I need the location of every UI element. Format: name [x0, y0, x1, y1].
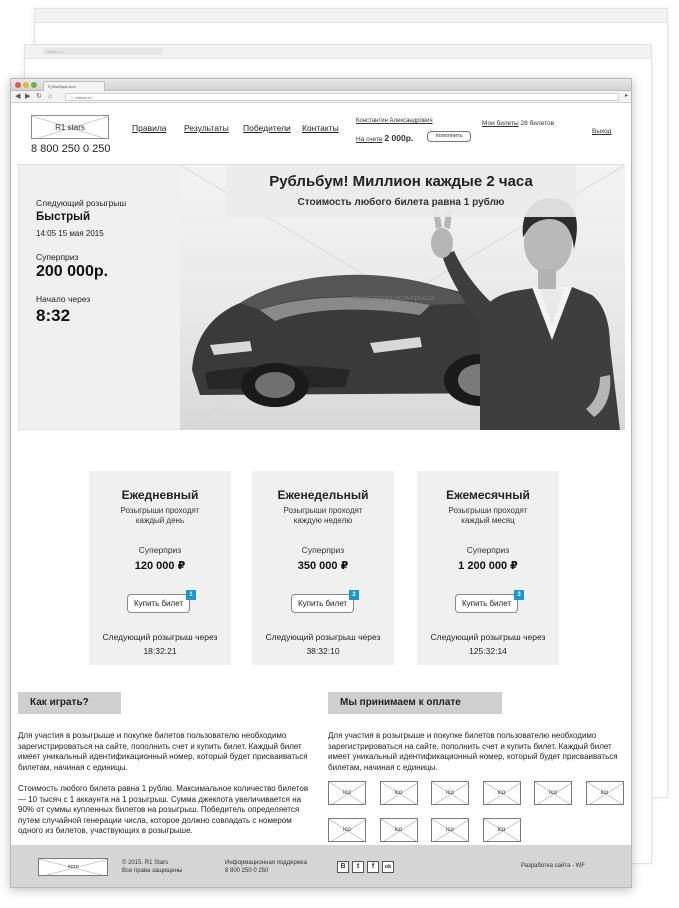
home-icon[interactable]: ⌂ — [48, 93, 53, 100]
footer-logo[interactable] — [38, 858, 108, 876]
next-draw-panel — [19, 165, 179, 429]
support-phone: 8 800 250 0 250 — [225, 868, 269, 874]
ticket-count-badge: 2 — [349, 590, 359, 600]
my-tickets — [482, 120, 554, 127]
card-prize: 1 200 000 ₽ — [458, 560, 518, 572]
payment-method-icon — [586, 781, 624, 805]
forward-arrow-icon[interactable]: ▶ — [25, 93, 31, 100]
ticket-count-badge: 3 — [514, 590, 524, 600]
payment-method-icon — [431, 818, 469, 842]
developer-credit: Разработка сайта - WF — [521, 863, 586, 869]
footer-support — [225, 859, 307, 875]
address-bar[interactable] — [65, 93, 619, 101]
payment-icon-label: ico — [446, 827, 454, 833]
lottery-card-monthly — [417, 471, 559, 665]
site-header — [18, 107, 624, 157]
next-draw-label: Следующий розыгрыш через — [430, 632, 546, 642]
superprize-value: 200 000р. — [36, 263, 109, 280]
lottery-card-daily — [89, 471, 231, 665]
card-description: Розыгрыши проходят каждую неделю — [283, 506, 363, 525]
nav-link-results[interactable]: Результаты — [184, 123, 229, 133]
payment-heading: Мы принимаем к оплате — [328, 692, 502, 714]
stream-label: трансляция розыгрыша — [352, 293, 435, 302]
payment-icon-label: ico — [497, 827, 506, 833]
next-draw-countdown: 125:32:14 — [469, 646, 507, 656]
browser-toolbar — [11, 91, 631, 103]
address-url: r1stars.ru — [74, 95, 92, 100]
reload-icon[interactable]: ↻ — [36, 93, 42, 100]
draw-datetime: 14:05 15 мая 2015 — [36, 229, 104, 238]
logo-text: R1 stars — [55, 123, 85, 132]
how-to-play-heading: Как играть? — [18, 692, 121, 714]
superprize-label: Суперприз — [36, 252, 79, 262]
lottery-card-weekly — [252, 471, 394, 665]
nav-link-rules[interactable]: Правила — [132, 123, 167, 133]
window-titlebar — [11, 79, 631, 91]
card-description: Розыгрыши проходят каждый месяц — [448, 506, 528, 525]
card-prize-label: Суперприз — [466, 545, 510, 555]
payment-icon-label: ico — [497, 790, 506, 796]
buy-ticket-button-daily[interactable]: Купить билет — [127, 594, 190, 613]
next-draw-countdown: 38:32:10 — [306, 646, 340, 656]
copyright-text: © 2015. R1 Stars — [122, 860, 169, 866]
site-logo[interactable] — [31, 115, 109, 139]
balance-value: 2 000р. — [384, 133, 414, 143]
background-address-bar: r1stars.ru — [43, 48, 163, 55]
footer-logo-text: лого — [67, 864, 79, 870]
header-phone: 8 800 250 0 250 — [31, 143, 111, 155]
minimize-window-button[interactable] — [23, 82, 29, 88]
payment-icon-label: ico — [600, 790, 609, 796]
logout-link[interactable]: Выход — [592, 128, 612, 135]
payment-icon-label: ico — [343, 827, 351, 833]
card-description: Розыгрыши проходят каждый день — [120, 506, 200, 525]
next-draw-label: Следующий розыгрыш через — [102, 632, 218, 642]
payment-paragraph: Для участия в розыгрыше и покупке билетов пользователю необходимо зарегистрироваться на сайте, пополнить счет и купить билет. Каждый билет имеет уникальный идентификационный номер, который будет присваиваться билетам, начиная с единицы. — [328, 731, 618, 772]
card-title: Ежемесячный — [446, 488, 530, 502]
hero-title-box — [226, 165, 576, 217]
payment-method-icon — [380, 818, 418, 842]
nav-link-winners[interactable]: Победители — [243, 123, 291, 133]
support-label: Информационная поддержка — [225, 860, 307, 866]
how-to-play-paragraph-1: Для участия в розыгрыше и покупке билетов пользователю необходимо зарегистрироваться на сайте, пополнить счет и купить билет. Каждый билет имеет уникальный идентификационный номер, который будет присваиваться билетам, начиная с единицы. — [18, 731, 308, 772]
payment-method-icon — [534, 781, 572, 805]
hero-title: Рубльбум! Миллион каждые 2 часа — [269, 173, 533, 190]
card-prize: 350 000 ₽ — [297, 560, 349, 572]
next-draw-label: Следующий розыгрыш — [36, 198, 127, 208]
account-balance — [356, 133, 413, 143]
rights-text: Все права защищены — [122, 868, 183, 874]
background-window-toolbar — [35, 9, 667, 23]
draw-name: Быстрый — [36, 211, 91, 223]
odnoklassniki-icon[interactable]: ok — [382, 861, 394, 873]
payment-icon-label: ico — [343, 790, 351, 796]
nav-link-contacts[interactable]: Контакты — [302, 123, 339, 133]
payment-method-icon — [431, 781, 469, 805]
how-to-play-paragraph-2: Стоимость любого билета равна 1 рублю. Максимальное количество билетов — 10 тысяч с 1 аккаунта на 1 розыгрыш. Сумма джекпота увеличивается на 90% от суммы купленных билетов на розыгрыш. Победитель определяется путем случайной генерации числа, которое должно совпадать с номером одного из билетов, участвующих в розыгрыше. — [18, 784, 309, 835]
start-label: Начало через — [36, 294, 91, 304]
card-prize: 120 000 ₽ — [134, 560, 186, 572]
payment-method-icon — [328, 781, 366, 805]
user-name-link[interactable]: Константин Александрович — [356, 118, 433, 124]
next-draw-countdown: 18:32:21 — [143, 646, 177, 656]
next-draw-label: Следующий розыгрыш через — [265, 632, 381, 642]
my-tickets-link[interactable]: Мои билеты — [482, 120, 519, 127]
back-arrow-icon[interactable]: ◀ — [15, 93, 21, 100]
maximize-window-button[interactable] — [31, 82, 37, 88]
payment-method-icon — [483, 818, 521, 842]
payment-icon-label: ico — [394, 827, 403, 833]
footer-copyright — [122, 859, 182, 875]
card-prize-label: Суперприз — [138, 545, 182, 555]
hero-subtitle: Стоимость любого билета равна 1 рублю — [297, 197, 505, 208]
twitter-icon[interactable]: t — [352, 861, 364, 873]
buy-ticket-button-monthly[interactable]: Купить билет — [455, 594, 518, 613]
web-page — [11, 105, 631, 888]
my-tickets-count: 28 билетов — [520, 120, 555, 127]
draw-stream-video[interactable] — [180, 165, 625, 430]
payment-method-icon — [483, 781, 521, 805]
close-window-button[interactable] — [15, 82, 21, 88]
card-title: Ежедневный — [121, 488, 199, 502]
countdown-value: 8:32 — [36, 306, 71, 325]
card-prize-label: Суперприз — [301, 545, 345, 555]
card-title: Еженедельный — [277, 488, 369, 502]
payment-method-icon — [380, 781, 418, 805]
browser-window — [10, 78, 632, 888]
background-window-toolbar-2 — [25, 45, 651, 59]
buy-ticket-button-weekly[interactable]: Купить билет — [291, 594, 354, 613]
payment-icon-label: ico — [549, 790, 557, 796]
payment-icon-label: ico — [394, 790, 403, 796]
balance-label-link[interactable]: На счете — [356, 136, 383, 143]
facebook-icon[interactable]: f — [367, 861, 379, 873]
star-icon[interactable]: ☆ — [70, 95, 74, 100]
browser-tab[interactable]: Рубльбум!лото — [43, 81, 105, 91]
vk-icon[interactable]: В — [337, 861, 349, 873]
hero-section — [18, 164, 624, 430]
payment-icon-label: ico — [446, 790, 454, 796]
payment-method-icon — [328, 818, 366, 842]
site-footer — [11, 845, 631, 888]
ticket-count-badge: 1 — [186, 590, 196, 600]
menu-icon[interactable]: ▸ — [624, 93, 628, 99]
top-up-button[interactable]: пополнить — [427, 131, 471, 142]
